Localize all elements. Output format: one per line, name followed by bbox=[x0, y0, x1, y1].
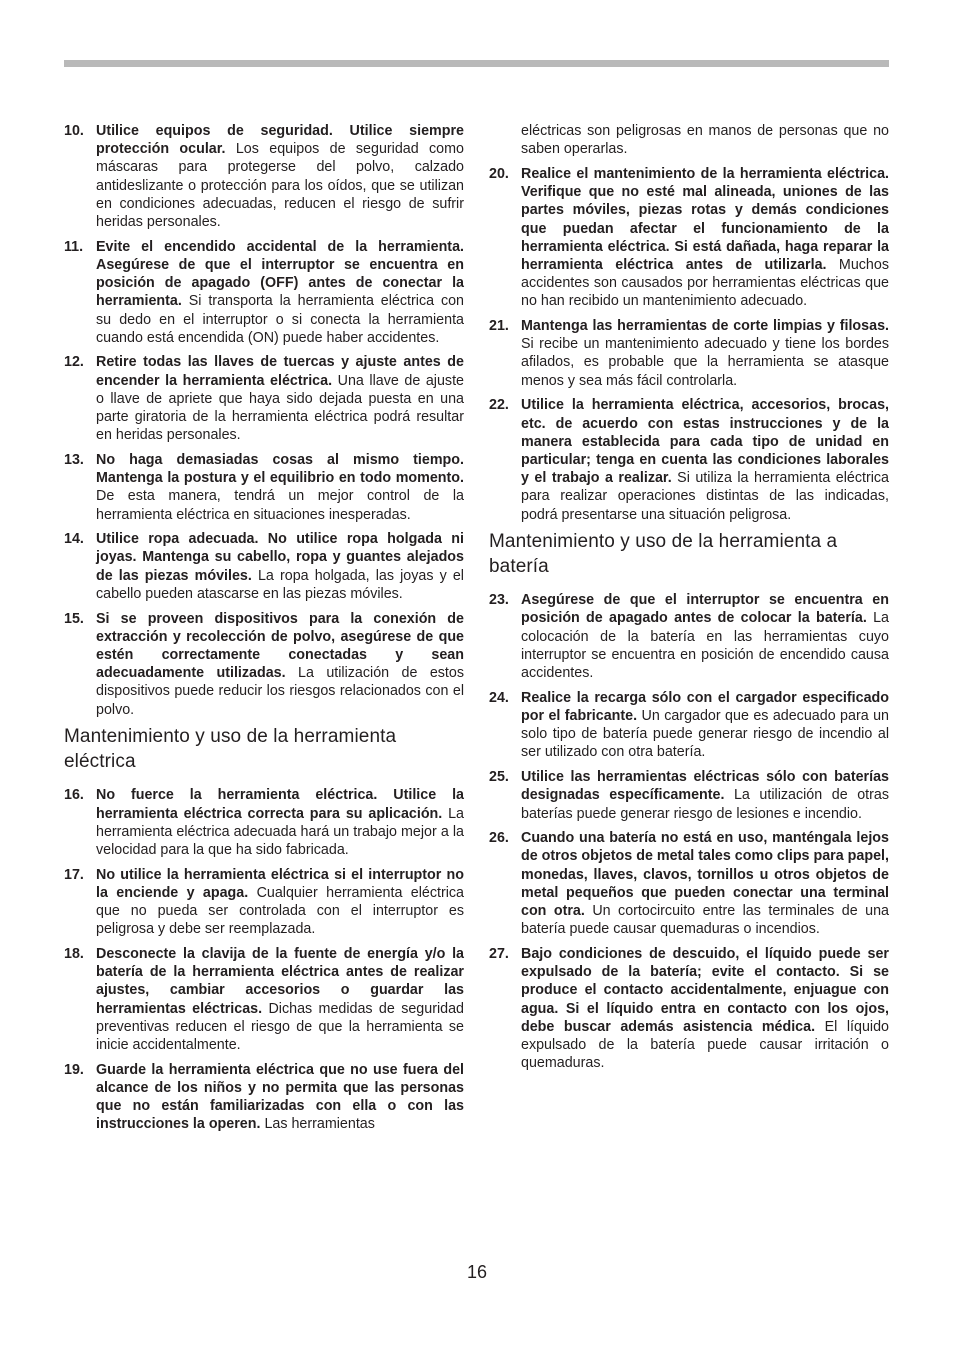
item-plain-text: Cualquier herramienta eléctrica que no pueda ser controlada con el interruptor es peligrosa y debe ser reemplazada. bbox=[96, 884, 465, 938]
item-plain-text: Muchos accidentes son causados por herramientas eléctricas que no han recibido un mantenimiento adecuado. bbox=[521, 256, 889, 310]
item-plain-text: Si recibe un mantenimiento adecuado y tiene los bordes afilados, es probable que la herramienta se atasque menos y sea más fácil controlarla. bbox=[521, 336, 889, 389]
item-text bbox=[96, 945, 464, 1054]
item-text bbox=[521, 829, 889, 938]
item-plain-text: La colocación de la batería en las herramientas cuyo interruptor se encuentra en posición de encendido causa accidentes. bbox=[521, 610, 890, 682]
item-bold-text: Mantenga las herramientas de corte limpias y filosas. bbox=[521, 318, 889, 335]
item-plain-text: Dichas medidas de seguridad preventivas reducen el riesgo de que la herramienta se inicie accidentalmente. bbox=[96, 1000, 464, 1053]
section-heading-tool-maintenance: Mantenimiento y uso de la herramienta eléctrica bbox=[64, 726, 397, 772]
list-item bbox=[489, 829, 889, 938]
item-number: 15. bbox=[64, 610, 84, 627]
item-text bbox=[521, 768, 889, 823]
left-list-b bbox=[64, 786, 464, 1133]
item-text bbox=[96, 451, 464, 524]
item-text bbox=[96, 122, 464, 231]
item-plain-text: La herramienta eléctrica adecuada hará un trabajo mejor a la velocidad para la que ha sido fabricada. bbox=[96, 805, 465, 858]
item-plain-text: Los equipos de seguridad como máscaras para protegerse del polvo, calzado antideslizante o protección para los oídos, que se utilizan en condiciones adecuadas, reducen el riesgo de sufrir heridas personales. bbox=[96, 141, 464, 231]
item-bold-text: Utilice la herramienta eléctrica, accesorios, brocas, etc. de acuerdo con estas instrucciones y de la manera establecida para cada tipo de unidad en particular; tenga en cuenta las condiciones laborales y el trabajo a realizar. bbox=[521, 397, 889, 487]
item-number: 14. bbox=[64, 531, 84, 548]
list-item bbox=[64, 786, 464, 859]
continued-paragraph: eléctricas son peligrosas en manos de personas que no saben operarlas. bbox=[521, 123, 889, 158]
item-plain-text: Si transporta la herramienta eléctrica con su dedo en el interruptor o si conecta la herramienta cuando está encendida (ON) puede haber accidentes. bbox=[96, 293, 464, 346]
item-bold-text: Si se proveen dispositivos para la conexión de extracción y recolección de polvo, asegúrese de que estén correctamente conectadas y sean adecuadamente utilizadas. bbox=[96, 610, 464, 682]
item-number: 20. bbox=[489, 165, 509, 182]
item-number: 24. bbox=[489, 689, 509, 706]
item-text bbox=[96, 866, 464, 939]
item-plain-text: La ropa holgada, las joyas y el cabello pueden atascarse en las piezas móviles. bbox=[96, 567, 464, 602]
list-item bbox=[489, 689, 889, 762]
item-number: 17. bbox=[64, 866, 84, 883]
list-item bbox=[64, 945, 464, 1054]
item-bold-text: Guarde la herramienta eléctrica que no use fuera del alcance de los niños y no permita que las personas que no están familiarizadas con ella o con las instrucciones la operen. bbox=[96, 1061, 464, 1133]
item-bold-text: Realice la recarga sólo con el cargador especificado por el fabricante. bbox=[521, 689, 889, 724]
item-number: 18. bbox=[64, 945, 84, 962]
list-item bbox=[64, 238, 464, 347]
list-item bbox=[489, 165, 889, 311]
item-bold-text: No utilice la herramienta eléctrica si el interruptor no la enciende y apaga. bbox=[96, 866, 464, 901]
item-text bbox=[96, 238, 464, 347]
left-column bbox=[64, 122, 464, 1140]
item-bold-text: Utilice las herramientas eléctricas sólo con baterías designadas específicamente. bbox=[521, 769, 889, 804]
list-item bbox=[489, 591, 889, 682]
item-plain-text: Las herramientas bbox=[260, 1116, 375, 1133]
item-number: 26. bbox=[489, 830, 509, 847]
item-bold-text: No fuerce la herramienta eléctrica. Utilice la herramienta eléctrica correcta para su aplicación. bbox=[96, 787, 464, 822]
item-text bbox=[96, 1061, 464, 1134]
header-rule bbox=[64, 60, 889, 67]
right-list-b bbox=[489, 591, 889, 1072]
item-text bbox=[521, 317, 889, 390]
list-item bbox=[64, 1061, 464, 1134]
item-number: 19. bbox=[64, 1061, 84, 1078]
item-number: 21. bbox=[489, 318, 509, 335]
item-text bbox=[521, 689, 889, 762]
list-item bbox=[489, 317, 889, 390]
section-heading-battery-maintenance: Mantenimiento y uso de la herramienta a batería bbox=[489, 531, 838, 577]
item-number: 22. bbox=[489, 397, 509, 414]
item-bold-text: Bajo condiciones de descuido, el líquido puede ser expulsado de la batería; evite el contacto. Si se produce el contacto accidentalmente, enjuague con agua. Si el líquido entra en contacto con los ojos, debe buscar además asistencia médica. bbox=[521, 945, 889, 1035]
list-item bbox=[64, 122, 464, 231]
item-number: 10. bbox=[64, 123, 84, 139]
item-plain-text: El líquido expulsado de la batería puede causar irritación o quemaduras. bbox=[521, 1018, 889, 1072]
list-item bbox=[64, 451, 464, 524]
item-number: 13. bbox=[64, 451, 84, 468]
page-number: 16 bbox=[466, 1262, 488, 1282]
list-item bbox=[64, 353, 464, 444]
right-column bbox=[489, 122, 889, 1079]
item-number: 16. bbox=[64, 787, 84, 804]
item-number: 12. bbox=[64, 354, 84, 371]
item-text bbox=[521, 945, 889, 1072]
item-bold-text: Retire todas las llaves de tuercas y ajuste antes de encender la herramienta eléctrica. bbox=[96, 354, 464, 389]
item-bold-text: Desconecte la clavija de la fuente de energía y/o la batería de la herramienta eléctrica antes de realizar ajustes, cambiar accesorios o guardar las herramientas eléctricas. bbox=[96, 945, 464, 1017]
left-list-a bbox=[64, 122, 464, 719]
item-number: 23. bbox=[489, 592, 509, 609]
list-item bbox=[489, 945, 889, 1072]
item-number: 27. bbox=[489, 945, 509, 962]
item-number: 11. bbox=[64, 238, 84, 255]
right-list-a bbox=[489, 165, 889, 524]
item-plain-text: Si utiliza la herramienta eléctrica para realizar operaciones distintas de las indicadas, podrá presentarse una situación peligrosa. bbox=[521, 470, 889, 523]
item-number: 25. bbox=[489, 769, 509, 786]
list-item bbox=[64, 866, 464, 939]
item-text bbox=[96, 786, 464, 859]
item-bold-text: Realice el mantenimiento de la herramienta eléctrica. Verifique que no esté mal alineada, uniones de las partes móviles, piezas rotas y demás condiciones que puedan afectar el funcionamiento de la herramienta eléctrica. Si está dañada, haga reparar la herramienta eléctrica antes de utilizarla. bbox=[521, 165, 889, 273]
list-item bbox=[64, 530, 464, 603]
item-text bbox=[521, 396, 889, 523]
item-bold-text: Utilice equipos de seguridad. Utilice siempre protección ocular. bbox=[96, 123, 464, 158]
item-bold-text: No haga demasiadas cosas al mismo tiempo. Mantenga la postura y el equilibrio en todo momento. bbox=[96, 451, 464, 487]
item-bold-text: Cuando una batería no está en uso, manténgala lejos de otros objetos de metal tales como clips para papel, monedas, llaves, clavos, tornillos u otros objetos de metal pequeños que pueden conectar una terminal con otra. bbox=[521, 830, 889, 920]
list-item bbox=[489, 768, 889, 823]
item-plain-text: Una llave de ajuste o llave de apriete que haya sido dejada puesta en una parte giratoria de la herramienta eléctrica podrá resultar en heridas personales. bbox=[96, 372, 465, 444]
item-bold-text: Evite el encendido accidental de la herramienta. Asegúrese de que el interruptor se encuentra en posición de apagado (OFF) antes de conectar la herramienta. bbox=[96, 238, 464, 310]
list-item bbox=[489, 396, 889, 523]
item-bold-text: Utilice ropa adecuada. No utilice ropa holgada ni joyas. Mantenga su cabello, ropa y guantes alejados de las piezas móviles. bbox=[96, 531, 464, 584]
item-text bbox=[96, 353, 464, 444]
list-item bbox=[64, 610, 464, 719]
item-text bbox=[96, 530, 464, 603]
item-text bbox=[521, 591, 889, 682]
item-bold-text: Asegúrese de que el interruptor se encuentra en posición de apagado antes de colocar la batería. bbox=[521, 592, 889, 627]
item-text bbox=[521, 165, 889, 311]
item-plain-text: Un cortocircuito entre las terminales de una batería puede causar quemaduras o incendios. bbox=[521, 903, 889, 938]
item-plain-text: De esta manera, tendrá un mejor control de la herramienta eléctrica en situaciones inesperadas. bbox=[96, 488, 464, 523]
item-plain-text: La utilización de estos dispositivos puede reducir los riesgos relacionados con el polvo. bbox=[96, 665, 464, 718]
item-text bbox=[96, 610, 464, 719]
item-plain-text: Un cargador que es adecuado para un solo tipo de batería puede generar riesgo de incendio al ser utilizado con otra batería. bbox=[521, 707, 889, 761]
item-plain-text: La utilización de otras baterías puede generar riesgo de lesiones e incendio. bbox=[521, 787, 889, 822]
